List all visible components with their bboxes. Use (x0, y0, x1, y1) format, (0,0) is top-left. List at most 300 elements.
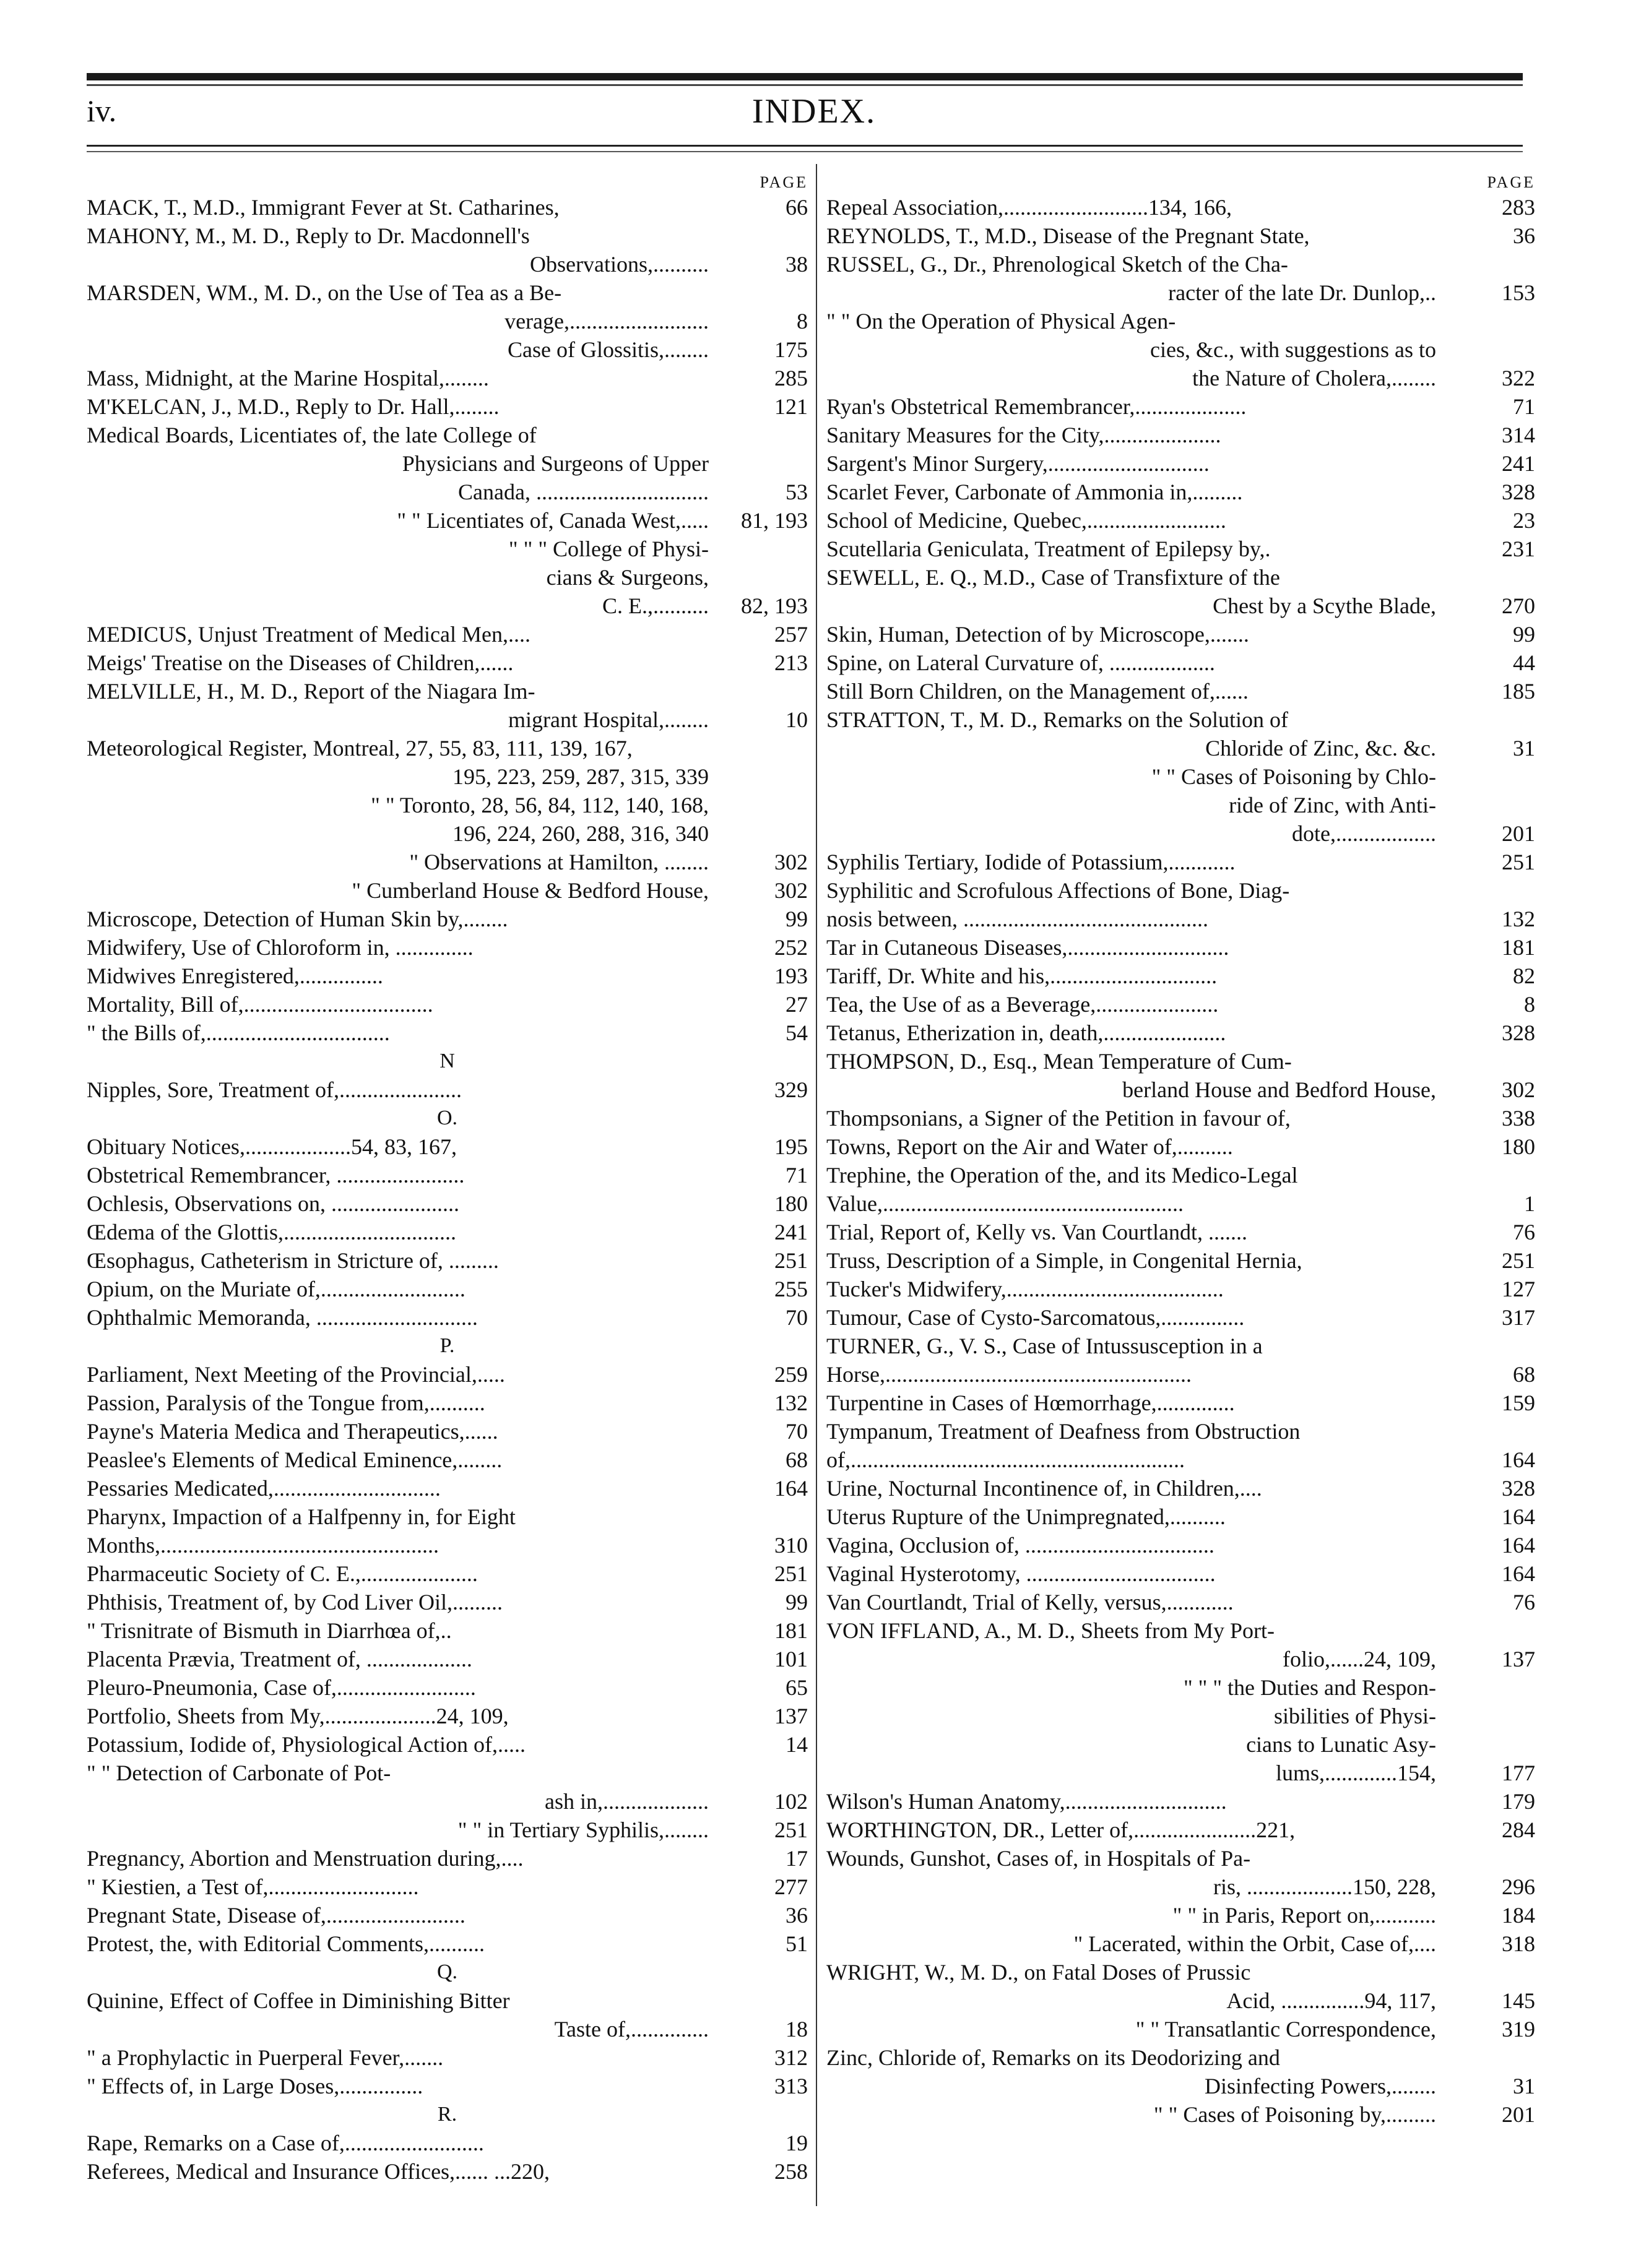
entry-text: Repeal Association,..........................134, 166, (826, 195, 1232, 220)
entry-text: Scarlet Fever, Carbonate of Ammonia in,......... (826, 480, 1243, 504)
index-entry (87, 990, 808, 1019)
entry-text: Potassium, Iodide of, Physiological Action of,..... (87, 1732, 526, 1757)
header-rule (87, 145, 1523, 147)
entry-text: Scutellaria Geniculata, Treatment of Epilepsy by,. (826, 537, 1271, 561)
section-letter (87, 1047, 808, 1076)
index-entry (826, 2043, 1535, 2072)
index-entry (826, 734, 1535, 762)
entry-page: 145 (1502, 1988, 1535, 2013)
index-entry (826, 1531, 1535, 1559)
entry-text: Pessaries Medicated,.............................. (87, 1476, 441, 1501)
entry-page: 181 (1502, 935, 1535, 960)
index-entry (826, 307, 1535, 335)
index-entry (826, 1246, 1535, 1275)
index-entry (87, 364, 808, 392)
entry-text: verage,......................... (504, 309, 709, 334)
entry-text: Tetanus, Etherization in, death,...................... (826, 1020, 1226, 1045)
index-entry (826, 848, 1535, 876)
index-entry (826, 1104, 1535, 1132)
entry-page: 184 (1502, 1903, 1535, 1928)
entry-text: N (439, 1050, 455, 1072)
left-page-heading: PAGE (760, 173, 808, 191)
index-entry (826, 990, 1535, 1019)
entry-page: 180 (774, 1191, 808, 1216)
entry-text: Chloride of Zinc, &c. &c. (1205, 736, 1436, 761)
entry-text: Meigs' Treatise on the Diseases of Children,...... (87, 650, 514, 675)
entry-text: MARSDEN, WM., M. D., on the Use of Tea as a Be- (87, 280, 562, 305)
entry-page: 313 (774, 2074, 808, 2098)
entry-text: " Lacerated, within the Orbit, Case of,.... (1073, 1931, 1436, 1956)
entry-page: 81, 193 (741, 508, 808, 533)
index-entry (826, 1275, 1535, 1303)
index-entry (826, 1816, 1535, 1844)
entry-text: cians & Surgeons, (546, 565, 709, 590)
entry-text: Physicians and Surgeons of Upper (402, 451, 709, 476)
index-entry (826, 1303, 1535, 1332)
entry-text: " Observations at Hamilton, ........ (409, 850, 709, 874)
index-entry (87, 734, 808, 762)
index-entry (826, 1986, 1535, 2015)
entry-text: O. (436, 1106, 458, 1129)
entry-text: " Kiestien, a Test of,........................... (87, 1874, 419, 1899)
entry-page: 314 (1502, 423, 1535, 447)
index-entry (826, 1161, 1535, 1189)
column-divider (816, 164, 817, 2206)
index-entry (826, 1930, 1535, 1958)
index-entry (826, 1474, 1535, 1503)
entry-text: racter of the late Dr. Dunlop,.. (1168, 280, 1436, 305)
entry-text: Midwives Enregistered,............... (87, 964, 383, 988)
entry-text: Placenta Prævia, Treatment of, ................... (87, 1647, 472, 1671)
entry-page: 277 (774, 1874, 808, 1899)
entry-text: P. (439, 1334, 455, 1357)
entry-text: Acid, ...............94, 117, (1226, 1988, 1436, 2013)
index-entry (87, 1474, 808, 1503)
entry-page: 257 (774, 622, 808, 647)
entry-page: 317 (1502, 1305, 1535, 1330)
index-entry (87, 193, 808, 222)
index-entry (87, 620, 808, 649)
index-entry (87, 1616, 808, 1645)
entry-text: Pleuro-Pneumonia, Case of,......................... (87, 1675, 476, 1700)
entry-page: 193 (774, 964, 808, 988)
entry-page: 270 (1502, 593, 1535, 618)
index-entry (826, 1503, 1535, 1531)
index-entry (826, 506, 1535, 535)
index-entry (826, 791, 1535, 819)
entry-text: Œsophagus, Catheterism in Stricture of, ......... (87, 1248, 499, 1273)
index-entry (87, 2157, 808, 2186)
entry-page: 302 (774, 850, 808, 874)
index-entry (87, 335, 808, 364)
index-entry (87, 705, 808, 734)
entry-text: Payne's Materia Medica and Therapeutics,...... (87, 1419, 498, 1444)
index-entry (87, 962, 808, 990)
index-entry (87, 1275, 808, 1303)
entry-text: Protest, the, with Editorial Comments,.......... (87, 1931, 485, 1956)
header-rule-thin (87, 151, 1523, 152)
index-entry (826, 905, 1535, 933)
entry-text: 195, 223, 259, 287, 315, 339 (452, 764, 709, 789)
entry-page: 44 (1513, 650, 1535, 675)
entry-page: 65 (786, 1675, 808, 1700)
entry-page: 51 (786, 1931, 808, 1956)
entry-page: 121 (774, 394, 808, 419)
entry-text: Portfolio, Sheets from My,....................24, 109, (87, 1704, 509, 1728)
entry-page: 82, 193 (741, 593, 808, 618)
entry-text: Referees, Medical and Insurance Offices,...... ...220, (87, 2159, 550, 2184)
entry-page: 241 (1502, 451, 1535, 476)
entry-text: Tar in Cutaneous Diseases,............................. (826, 935, 1229, 960)
entry-page: 319 (1502, 2017, 1535, 2042)
index-entry (87, 1360, 808, 1389)
index-entry (826, 1645, 1535, 1673)
left-entries (87, 193, 808, 2186)
index-entry (826, 1673, 1535, 1702)
entry-page: 66 (786, 195, 808, 220)
entry-page: 102 (774, 1789, 808, 1814)
entry-page: 302 (1502, 1077, 1535, 1102)
index-entry (87, 2015, 808, 2043)
index-entry (826, 649, 1535, 677)
entry-text: the Nature of Cholera,........ (1192, 366, 1436, 390)
entry-text: REYNOLDS, T., M.D., Disease of the Pregnant State, (826, 223, 1310, 248)
entry-page: 252 (774, 935, 808, 960)
entry-text: of,............................................................ (826, 1447, 1185, 1472)
entry-text: MACK, T., M.D., Immigrant Fever at St. Catharines, (87, 195, 560, 220)
entry-text: " " On the Operation of Physical Agen- (826, 309, 1176, 334)
entry-text: " " " College of Physi- (508, 537, 709, 561)
entry-text: " " Toronto, 28, 56, 84, 112, 140, 168, (371, 793, 709, 817)
entry-text: " Trisnitrate of Bismuth in Diarrhœa of,.. (87, 1618, 452, 1643)
index-entry (826, 1189, 1535, 1218)
right-column (826, 172, 1535, 2129)
index-entry (826, 1218, 1535, 1246)
entry-text: lums,.............154, (1275, 1761, 1436, 1785)
entry-page: 137 (1502, 1647, 1535, 1671)
index-entry (826, 962, 1535, 990)
index-entry (87, 592, 808, 620)
entry-page: 19 (786, 2131, 808, 2155)
entry-text: Q. (436, 1960, 458, 1983)
entry-page: 302 (774, 878, 808, 903)
entry-text: Pregnant State, Disease of,......................... (87, 1903, 465, 1928)
entry-page: 164 (1502, 1447, 1535, 1472)
index-entry (826, 364, 1535, 392)
entry-page: 36 (1513, 223, 1535, 248)
index-entry (826, 1360, 1535, 1389)
entry-page: 23 (1513, 508, 1535, 533)
entry-text: Van Courtlandt, Trial of Kelly, versus,............ (826, 1590, 1234, 1615)
index-entry (87, 1417, 808, 1446)
entry-page: 310 (774, 1533, 808, 1558)
index-entry (87, 1303, 808, 1332)
entry-text: Obstetrical Remembrancer, ....................... (87, 1163, 465, 1188)
index-entry (826, 222, 1535, 250)
index-entry (826, 2072, 1535, 2100)
entry-page: 38 (786, 252, 808, 277)
entry-text: Œdema of the Glottis,............................... (87, 1220, 456, 1244)
entry-text: Sargent's Minor Surgery,............................. (826, 451, 1210, 476)
entry-page: 71 (786, 1163, 808, 1188)
index-entry (826, 1787, 1535, 1816)
index-entry (87, 1218, 808, 1246)
entry-text: Microscope, Detection of Human Skin by,........ (87, 907, 508, 931)
index-entry (826, 705, 1535, 734)
index-entry (87, 1446, 808, 1474)
entry-text: MAHONY, M., M. D., Reply to Dr. Macdonnell's (87, 223, 530, 248)
index-entry (826, 1702, 1535, 1730)
entry-page: 251 (774, 1561, 808, 1586)
entry-text: dote,.................. (1292, 821, 1436, 846)
index-entry (87, 1161, 808, 1189)
entry-text: MEDICUS, Unjust Treatment of Medical Men,.... (87, 622, 530, 647)
entry-page: 258 (774, 2159, 808, 2184)
entry-text: Case of Glossitis,........ (507, 337, 709, 362)
entry-text: Phthisis, Treatment of, by Cod Liver Oil,......... (87, 1590, 503, 1615)
entry-text: migrant Hospital,........ (508, 707, 709, 732)
entry-text: Still Born Children, on the Management of,...... (826, 679, 1249, 704)
entry-page: 338 (1502, 1106, 1535, 1131)
entry-page: 231 (1502, 537, 1535, 561)
entry-page: 201 (1502, 821, 1535, 846)
entry-text: 196, 224, 260, 288, 316, 340 (452, 821, 709, 846)
entry-text: ride of Zinc, with Anti- (1229, 793, 1436, 817)
index-entry (87, 2129, 808, 2157)
entry-page: 329 (774, 1077, 808, 1102)
entry-text: Horse,....................................................... (826, 1362, 1192, 1387)
entry-text: Tympanum, Treatment of Deafness from Obstruction (826, 1419, 1301, 1444)
entry-page: 164 (1502, 1533, 1535, 1558)
entry-page: 164 (1502, 1561, 1535, 1586)
entry-text: Thompsonians, a Signer of the Petition in favour of, (826, 1106, 1291, 1131)
entry-text: nosis between, ............................................ (826, 907, 1208, 931)
entry-page: 53 (786, 480, 808, 504)
entry-text: Rape, Remarks on a Case of,......................... (87, 2131, 484, 2155)
index-entry (826, 478, 1535, 506)
entry-page: 99 (1513, 622, 1535, 647)
index-entry (87, 677, 808, 705)
index-entry (826, 1047, 1535, 1076)
section-letter (87, 1332, 808, 1360)
left-column (87, 172, 808, 2186)
entry-text: Wounds, Gunshot, Cases of, in Hospitals of Pa- (826, 1846, 1251, 1871)
entry-text: Pregnancy, Abortion and Menstruation during,.... (87, 1846, 524, 1871)
entry-text: Ryan's Obstetrical Remembrancer,.................... (826, 394, 1247, 419)
index-entry (826, 1559, 1535, 1588)
right-entries (826, 193, 1535, 2129)
index-entry (826, 563, 1535, 592)
index-entry (87, 222, 808, 250)
entry-text: Zinc, Chloride of, Remarks on its Deodorizing and (826, 2045, 1280, 2070)
index-entry (87, 1019, 808, 1047)
entry-text: Turpentine in Cases of Hœmorrhage,.............. (826, 1391, 1235, 1415)
entry-text: " Cumberland House & Bedford House, (352, 878, 709, 903)
top-rule (87, 73, 1523, 80)
index-entry (826, 193, 1535, 222)
entry-page: 181 (774, 1618, 808, 1643)
index-entry (87, 1702, 808, 1730)
index-entry (87, 649, 808, 677)
index-entry (826, 1588, 1535, 1616)
entry-page: 241 (774, 1220, 808, 1244)
entry-text: Value,...................................................... (826, 1191, 1184, 1216)
entry-text: Passion, Paralysis of the Tongue from,.......... (87, 1391, 485, 1415)
entry-page: 8 (797, 309, 808, 334)
entry-text: Wilson's Human Anatomy,............................. (826, 1789, 1227, 1814)
entry-text: Ophthalmic Memoranda, ............................. (87, 1305, 478, 1330)
index-entry (826, 1873, 1535, 1901)
entry-text: Syphilitic and Scrofulous Affections of Bone, Diag- (826, 878, 1290, 903)
entry-page: 68 (786, 1447, 808, 1472)
entry-text: Tumour, Case of Cysto-Sarcomatous,............... (826, 1305, 1245, 1330)
entry-page: 328 (1502, 480, 1535, 504)
entry-text: Nipples, Sore, Treatment of,...................... (87, 1077, 462, 1102)
entry-text: MELVILLE, H., M. D., Report of the Niagara Im- (87, 679, 535, 704)
entry-text: Mass, Midnight, at the Marine Hospital,........ (87, 366, 489, 390)
entry-page: 180 (1502, 1134, 1535, 1159)
entry-page: 153 (1502, 280, 1535, 305)
index-entry (87, 1730, 808, 1759)
index-entry (87, 848, 808, 876)
entry-text: WORTHINGTON, DR., Letter of,......................221, (826, 1817, 1296, 1842)
section-letter (87, 1104, 808, 1132)
index-entry (87, 1673, 808, 1702)
index-entry (87, 421, 808, 449)
index-entry (826, 1446, 1535, 1474)
entry-text: " Effects of, in Large Doses,............... (87, 2074, 423, 2098)
index-entry (826, 933, 1535, 962)
entry-page: 76 (1513, 1590, 1535, 1615)
index-entry (87, 876, 808, 905)
index-entry (87, 1246, 808, 1275)
entry-page: 71 (1513, 394, 1535, 419)
entry-text: " " Transatlantic Correspondence, (1135, 2017, 1436, 2042)
index-entry (87, 1132, 808, 1161)
entry-page: 185 (1502, 679, 1535, 704)
entry-page: 1 (1524, 1191, 1535, 1216)
entry-page: 318 (1502, 1931, 1535, 1956)
index-entry (87, 1559, 808, 1588)
entry-text: R. (437, 2103, 457, 2126)
entry-text: Sanitary Measures for the City,..................... (826, 423, 1221, 447)
index-entry (826, 392, 1535, 421)
entry-page: 31 (1513, 2074, 1535, 2098)
index-entry (87, 1873, 808, 1901)
entry-page: 70 (786, 1305, 808, 1330)
entry-text: " the Bills of,................................. (87, 1020, 390, 1045)
entry-text: Quinine, Effect of Coffee in Diminishing Bitter (87, 1988, 510, 2013)
page-title: INDEX. (751, 92, 877, 131)
index-entry (87, 449, 808, 478)
index-entry (87, 1930, 808, 1958)
entry-page: 259 (774, 1362, 808, 1387)
entry-text: Obituary Notices,...................54, 83, 167, (87, 1134, 457, 1159)
entry-page: 132 (774, 1391, 808, 1415)
entry-page: 328 (1502, 1476, 1535, 1501)
entry-page: 31 (1513, 736, 1535, 761)
entry-page: 285 (774, 366, 808, 390)
entry-text: " " " the Duties and Respon- (1183, 1675, 1436, 1700)
entry-text: VON IFFLAND, A., M. D., Sheets from My Port- (826, 1618, 1275, 1643)
index-entry (826, 2100, 1535, 2129)
index-entry (87, 307, 808, 335)
entry-page: 36 (786, 1903, 808, 1928)
entry-page: 17 (786, 1846, 808, 1871)
index-entry (826, 1730, 1535, 1759)
index-entry (87, 1189, 808, 1218)
entry-page: 195 (774, 1134, 808, 1159)
entry-text: cies, &c., with suggestions as to (1150, 337, 1436, 362)
entry-page: 99 (786, 907, 808, 931)
index-entry (87, 278, 808, 307)
entry-page: 328 (1502, 1020, 1535, 1045)
entry-page: 137 (774, 1704, 808, 1728)
top-rule-thin (87, 84, 1523, 86)
entry-text: Truss, Description of a Simple, in Congenital Hernia, (826, 1248, 1302, 1273)
entry-text: cians to Lunatic Asy- (1246, 1732, 1436, 1757)
index-entry (87, 1759, 808, 1787)
index-entry (87, 1531, 808, 1559)
index-entry (87, 933, 808, 962)
index-entry (826, 1759, 1535, 1787)
entry-text: Vagina, Occlusion of, .................................. (826, 1533, 1215, 1558)
entry-text: " " Cases of Poisoning by Chlo- (1151, 764, 1436, 789)
index-entry (87, 1844, 808, 1873)
entry-page: 177 (1502, 1761, 1535, 1785)
entry-page: 255 (774, 1277, 808, 1301)
index-entry (87, 905, 808, 933)
entry-text: STRATTON, T., M. D., Remarks on the Solution of (826, 707, 1288, 732)
entry-page: 296 (1502, 1874, 1535, 1899)
index-entry (826, 250, 1535, 278)
entry-page: 164 (774, 1476, 808, 1501)
entry-text: Tea, the Use of as a Beverage,...................... (826, 992, 1219, 1017)
entry-text: Taste of,.............. (554, 2017, 709, 2042)
entry-text: Ochlesis, Observations on, ....................... (87, 1191, 459, 1216)
entry-page: 101 (774, 1647, 808, 1671)
entry-page: 127 (1502, 1277, 1535, 1301)
index-entry (826, 620, 1535, 649)
entry-text: Chest by a Scythe Blade, (1213, 593, 1436, 618)
entry-page: 251 (1502, 850, 1535, 874)
entry-text: Towns, Report on the Air and Water of,.......... (826, 1134, 1233, 1159)
entry-text: Disinfecting Powers,........ (1205, 2074, 1436, 2098)
entry-text: THOMPSON, D., Esq., Mean Temperature of Cum- (826, 1049, 1292, 1074)
index-entry (826, 2015, 1535, 2043)
entry-page: 68 (1513, 1362, 1535, 1387)
entry-text: ris, ...................150, 228, (1213, 1874, 1436, 1899)
index-entry (87, 1787, 808, 1816)
entry-page: 312 (774, 2045, 808, 2070)
entry-page: 322 (1502, 366, 1535, 390)
index-entry (87, 1076, 808, 1104)
entry-page: 175 (774, 337, 808, 362)
entry-text: TURNER, G., V. S., Case of Intussusception in a (826, 1334, 1263, 1358)
entry-text: M'KELCAN, J., M.D., Reply to Dr. Hall,........ (87, 394, 500, 419)
entry-text: Observations,.......... (530, 252, 709, 277)
entry-page: 70 (786, 1419, 808, 1444)
index-entry (87, 563, 808, 592)
index-entry (826, 535, 1535, 563)
section-letter (87, 2100, 808, 2129)
entry-text: School of Medicine, Quebec,......................... (826, 508, 1226, 533)
index-entry (826, 1844, 1535, 1873)
entry-text: Pharmaceutic Society of C. E.,..................... (87, 1561, 478, 1586)
entry-text: Urine, Nocturnal Incontinence of, in Children,.... (826, 1476, 1262, 1501)
entry-text: Spine, on Lateral Curvature of, ................... (826, 650, 1215, 675)
index-entry (87, 2072, 808, 2100)
